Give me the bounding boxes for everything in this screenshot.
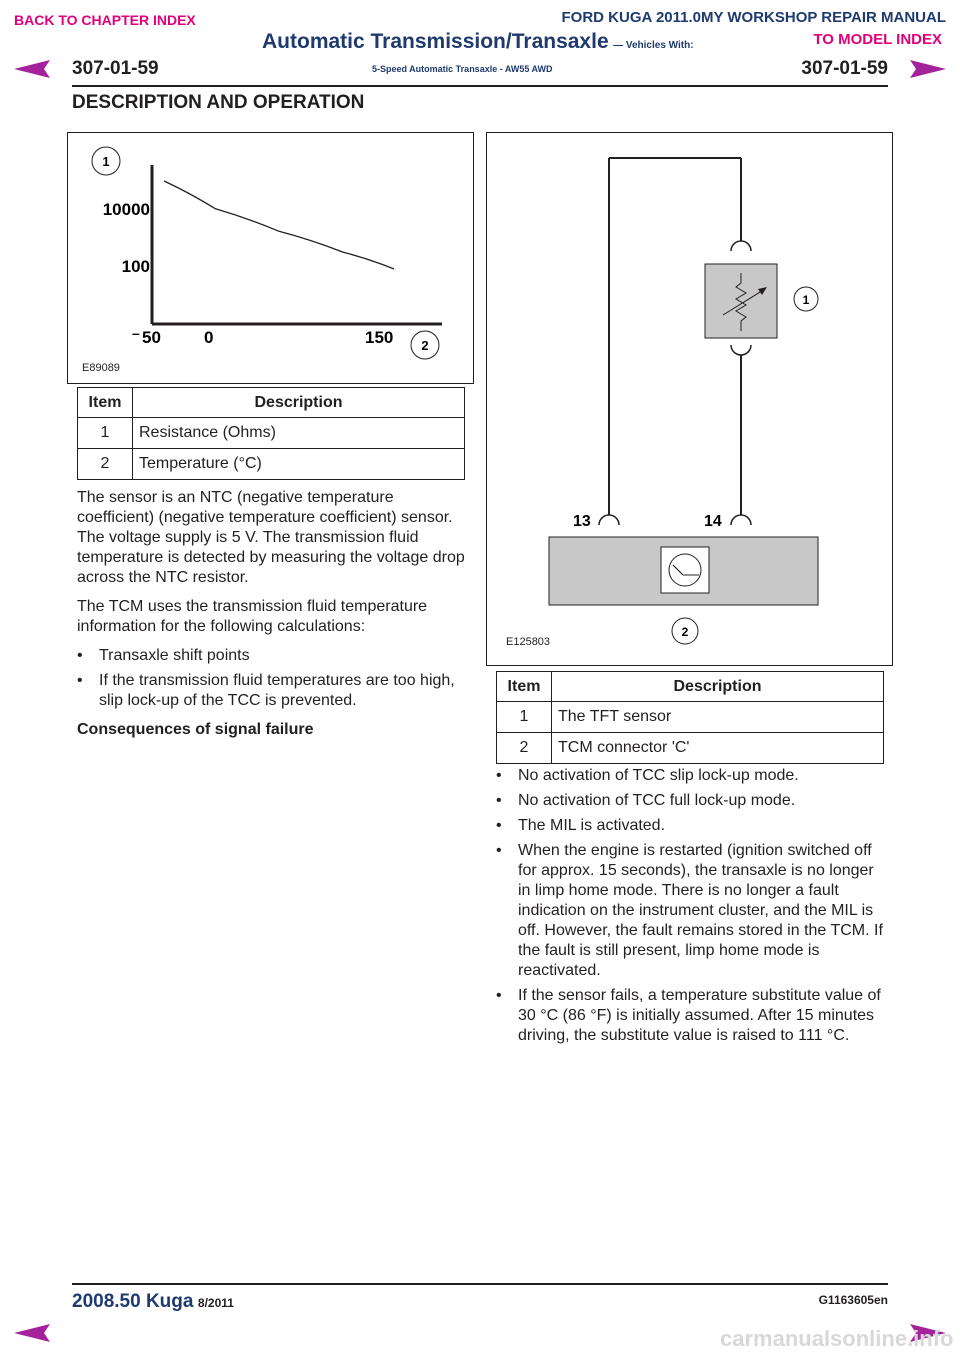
list-item: • No activation of TCC slip lock-up mode. — [496, 766, 888, 786]
x-tick-minus-sign: – — [132, 325, 140, 341]
table-cell-item: 2 — [78, 449, 133, 480]
table-cell-item: 1 — [78, 418, 133, 449]
figure-id: E125803 — [506, 636, 551, 648]
right-body-text — [496, 766, 888, 1051]
callout-label-2: 2 — [421, 338, 429, 353]
failure-consequences-list — [496, 766, 888, 1046]
page-number-right: 307-01-59 — [801, 58, 888, 79]
table-cell-description: The TFT sensor — [552, 702, 884, 733]
pin-13-connector-icon — [599, 515, 619, 525]
items-table-1 — [77, 387, 465, 480]
vehicles-with-label: — Vehicles With: — [613, 40, 694, 51]
x-tick-0: 0 — [204, 328, 214, 347]
x-tick-150: 150 — [365, 328, 394, 347]
figure-id: E89089 — [82, 362, 120, 374]
page-number-left: 307-01-59 — [72, 58, 159, 79]
to-model-index-link[interactable]: TO MODEL INDEX — [813, 31, 942, 48]
table-cell-description: Resistance (Ohms) — [133, 418, 465, 449]
connector-top-icon — [731, 241, 751, 251]
table-header-description: Description — [133, 388, 465, 418]
watermark-text: carmanualsonline.info — [720, 1326, 954, 1351]
list-item: • The MIL is activated. — [496, 816, 888, 836]
footer-model: 2008.50 Kuga — [72, 1291, 194, 1312]
next-page-arrow-icon[interactable] — [908, 58, 948, 80]
ntc-resistance-curve — [164, 181, 394, 269]
table-header-item: Item — [78, 388, 133, 418]
table-cell-item: 1 — [497, 702, 552, 733]
table-row — [497, 733, 884, 764]
list-item: • If the sensor fails, a temperature substitute value of 30 °C (86 °F) is initially assumed. After 15 minutes driving, the substitute value is raised to 111 °C. — [496, 986, 888, 1046]
table-cell-description: Temperature (°C) — [133, 449, 465, 480]
manual-title: FORD KUGA 2011.0MY WORKSHOP REPAIR MANUAL — [561, 9, 946, 26]
left-body-text — [77, 488, 469, 740]
footer-code: G1163605en — [818, 1293, 888, 1307]
connector-bottom-icon — [731, 345, 751, 355]
footer-rule — [72, 1283, 888, 1285]
section-subtitle: 5-Speed Automatic Transaxle - AW55 AWD — [372, 64, 553, 74]
header-rule — [72, 85, 888, 87]
pin-14-connector-icon — [731, 515, 751, 525]
section-title-group — [262, 30, 694, 54]
section-title: Automatic Transmission/Transaxle — [262, 30, 609, 53]
subheading-consequences: Consequences of signal failure — [77, 721, 314, 738]
list-item: • If the transmission fluid temperatures are too high, slip lock-up of the TCC is prevented. — [77, 671, 469, 711]
tft-circuit-figure — [486, 132, 893, 666]
list-item: • No activation of TCC full lock-up mode. — [496, 791, 888, 811]
calculation-list — [77, 646, 469, 711]
footer-date: 8/2011 — [197, 1296, 234, 1310]
table-row — [497, 702, 884, 733]
paragraph-tcm-usage: The TCM uses the transmission fluid temperature information for the following calculations: — [77, 598, 428, 635]
ntc-chart — [68, 133, 473, 383]
table-header-item: Item — [497, 672, 552, 702]
y-tick-100: 100 — [121, 257, 150, 276]
ntc-curve-figure — [67, 132, 474, 384]
list-item: • When the engine is restarted (ignition switched off for approx. 15 seconds), the transaxle is no longer in limp home mode. There is no longer a fault indication on the instrument cluster, and the MIL is off. However, the fault remains stored in the TCM. If the fault is still present, limp home mode is reactivated. — [496, 841, 888, 981]
pin-13-label: 13 — [573, 513, 591, 530]
paragraph-sensor-description: The sensor is an NTC (negative temperature coefficient) (negative temperature coefficient) sensor. The voltage supply is 5 V. The transmission fluid temperature is detected by measuring the voltage drop across the NTC resistor. — [77, 489, 465, 586]
page-heading: DESCRIPTION AND OPERATION — [72, 92, 365, 113]
table-row — [78, 418, 465, 449]
x-tick-50: 50 — [142, 328, 161, 347]
table-cell-description: TCM connector 'C' — [552, 733, 884, 764]
y-tick-10000: 10000 — [102, 200, 150, 219]
callout-label-1: 1 — [102, 154, 110, 169]
previous-page-arrow-icon[interactable] — [12, 1322, 52, 1344]
table-header-description: Description — [552, 672, 884, 702]
pin-14-label: 14 — [704, 513, 722, 530]
footer-model-group — [72, 1291, 234, 1313]
back-to-chapter-index-link[interactable]: BACK TO CHAPTER INDEX — [14, 12, 196, 28]
circuit-diagram — [487, 133, 892, 665]
items-table-2 — [496, 671, 884, 764]
table-cell-item: 2 — [497, 733, 552, 764]
list-item: • Transaxle shift points — [77, 646, 469, 666]
previous-page-arrow-icon[interactable] — [12, 58, 52, 80]
table-row — [78, 449, 465, 480]
callout-label-2: 2 — [681, 625, 689, 639]
callout-label-1: 1 — [802, 293, 810, 307]
